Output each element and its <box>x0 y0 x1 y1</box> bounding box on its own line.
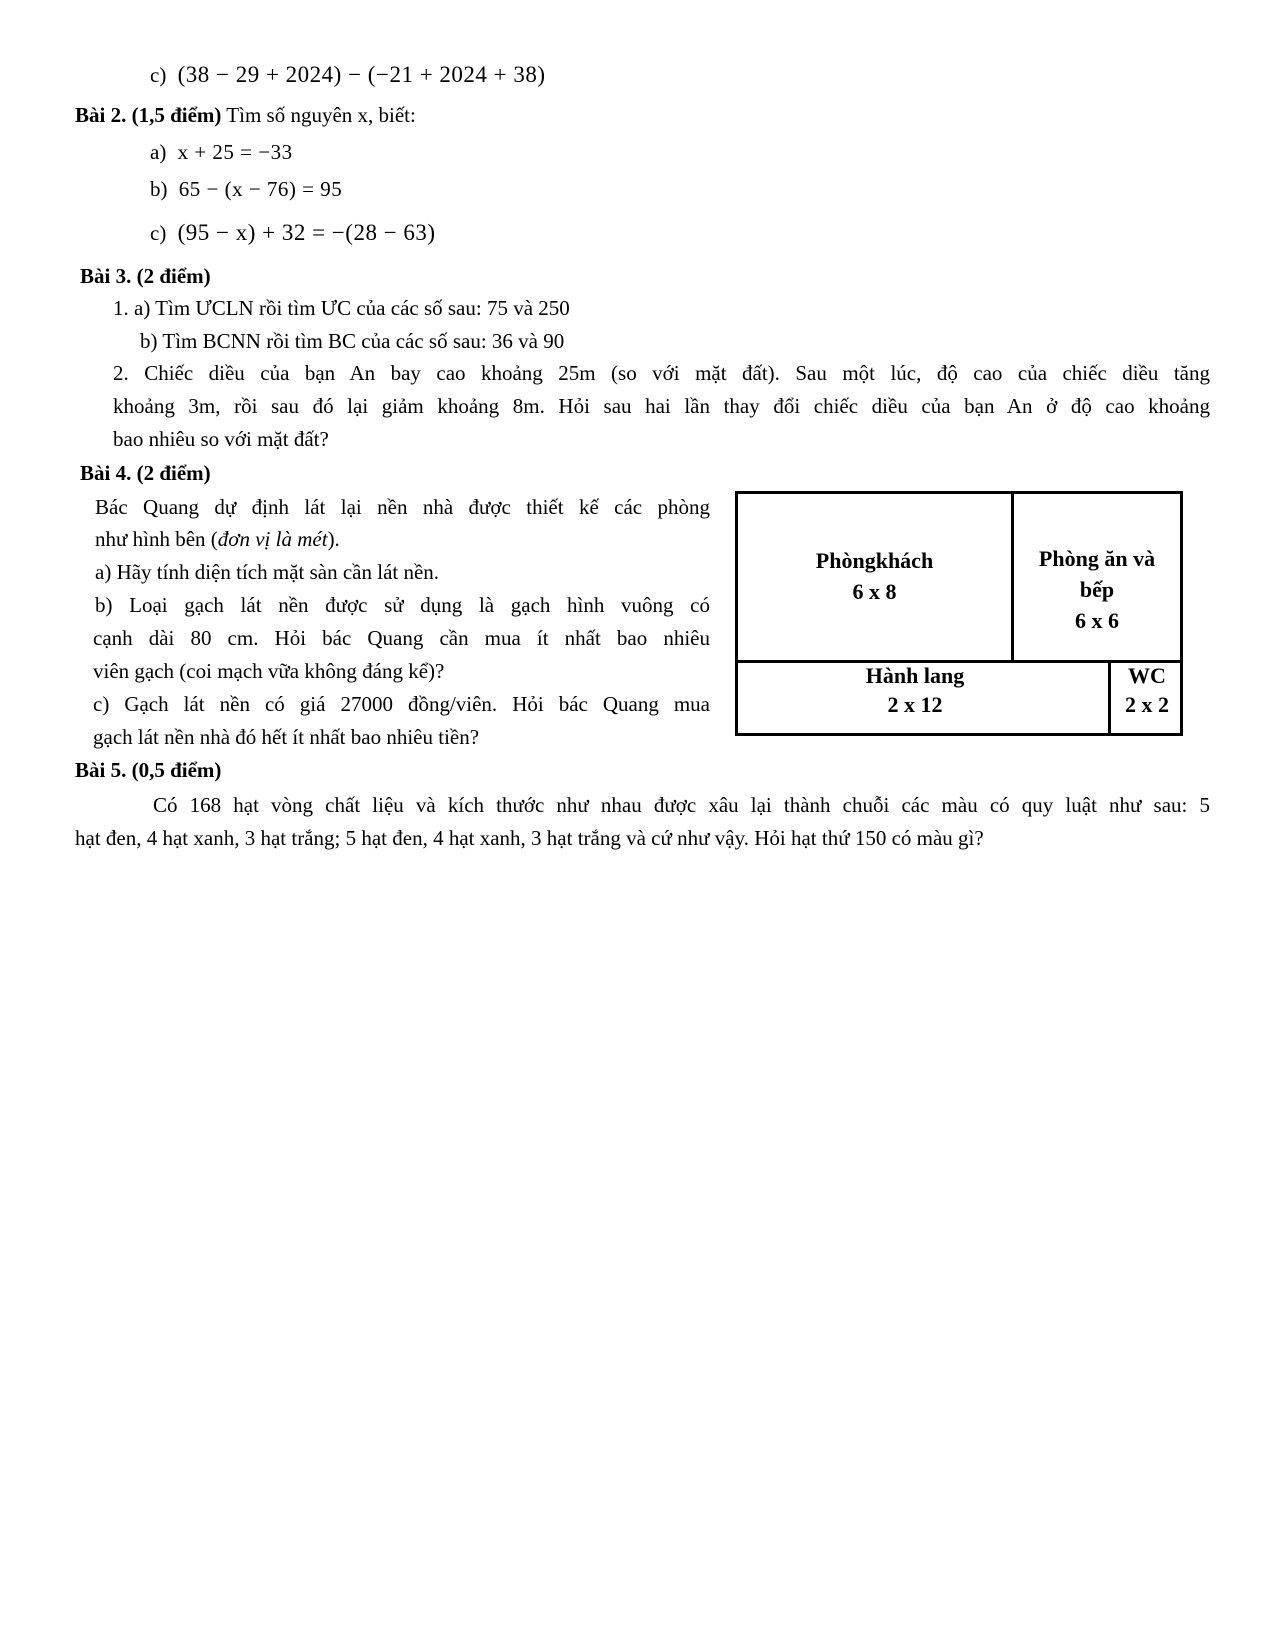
room-living-name: Phòngkhách <box>815 548 934 573</box>
room-living <box>738 546 1011 608</box>
bai1-c-label: c) <box>150 63 167 87</box>
bai4-line3: a) Hãy tính diện tích mặt sàn cần lát nền. <box>95 560 440 584</box>
bai4-line6: viên gạch (coi mạch vữa không đáng kể)? <box>93 659 445 683</box>
bai3-q1a: 1. a) Tìm ƯCLN rồi tìm ƯC của các số sau: 75 và 250 <box>113 296 570 320</box>
bai2-b-expression: 65 − (x − 76) = 95 <box>178 177 343 201</box>
bai5-line1: Có 168 hạt vòng chất liệu và kích thước như nhau được xâu lại thành chuỗi các màu có quy luật như sau: 5 <box>153 793 1210 817</box>
bai4-line4: b) Loại gạch lát nền được sử dụng là gạch hình vuông có <box>95 593 710 617</box>
bai2-a-expression: x + 25 = −33 <box>177 140 293 164</box>
bai3-heading: Bài 3. (2 điểm) <box>80 264 211 288</box>
room-wc <box>1111 662 1183 719</box>
bai5-line2: hạt đen, 4 hạt xanh, 3 hạt trắng; 5 hạt đen, 4 hạt xanh, 3 hạt trắng và cứ như vậy. Hỏi hạt thứ 150 có màu gì? <box>75 826 984 850</box>
room-dining-name-1: Phòng ăn và <box>1038 546 1156 571</box>
bai2-intro: Tìm số nguyên x, biết: <box>221 103 416 127</box>
bai4-line7: c) Gạch lát nền có giá 27000 đồng/viên. Hỏi bác Quang mua <box>93 692 710 716</box>
bai3-q2-line3: bao nhiêu so với mặt đất? <box>113 427 329 451</box>
bai4-heading: Bài 4. (2 điểm) <box>80 461 211 485</box>
bai2-c <box>150 216 436 251</box>
bai2-c-label: c) <box>150 221 167 245</box>
bai3-q2-line1: 2. Chiếc diều của bạn An bay cao khoảng 25m (so với mặt đất). Sau một lúc, độ cao của chiếc diều tăng <box>113 361 1210 385</box>
bai2-c-expression: (95 − x) + 32 = −(28 − 63) <box>177 220 436 245</box>
bai2-b-label: b) <box>150 177 168 201</box>
room-hallway <box>738 662 1092 719</box>
bai4-line2-pre: như hình bên ( <box>95 527 218 551</box>
room-hallway-dimensions: 2 x 12 <box>887 691 943 717</box>
bai5-heading: Bài 5. (0,5 điểm) <box>75 758 222 782</box>
bai2-heading: Bài 2. (1,5 điểm) <box>75 103 222 127</box>
bai4-line5: cạnh dài 80 cm. Hỏi bác Quang cần mua ít nhất bao nhiêu <box>93 626 710 650</box>
bai4-line2-italic: đơn vị là mét <box>217 527 328 551</box>
bai4-line2 <box>95 524 340 556</box>
floor-plan <box>735 491 1183 736</box>
room-dining-name-2: bếp <box>1079 576 1115 602</box>
room-wc-name: WC <box>1128 663 1166 688</box>
bai2-b <box>150 174 342 206</box>
bai4-line1: Bác Quang dự định lát lại nền nhà được thiết kế các phòng <box>95 495 710 519</box>
room-hallway-name: Hành lang <box>865 663 965 688</box>
room-wc-dimensions: 2 x 2 <box>1125 691 1169 717</box>
bai2-heading-line <box>75 100 416 132</box>
room-living-dimensions: 6 x 8 <box>852 578 897 604</box>
bai2-a-label: a) <box>150 140 167 164</box>
bai3-q1b: b) Tìm BCNN rồi tìm BC của các số sau: 36 và 90 <box>140 329 565 353</box>
room-dining-kitchen <box>1014 544 1180 636</box>
bai3-q2-line2: khoảng 3m, rồi sau đó lại giảm khoảng 8m. Hỏi sau hai lần thay đổi chiếc diều của bạn An ở độ cao khoảng <box>113 394 1210 418</box>
bai4-line8: gạch lát nền nhà đó hết ít nhất bao nhiêu tiền? <box>93 725 480 749</box>
bai1-c-expression: (38 − 29 + 2024) − (−21 + 2024 + 38) <box>177 62 546 87</box>
room-dining-dimensions: 6 x 6 <box>1075 607 1119 633</box>
bai1-c <box>150 58 546 93</box>
bai2-a <box>150 137 293 169</box>
bai4-line2-post: ). <box>327 527 340 551</box>
